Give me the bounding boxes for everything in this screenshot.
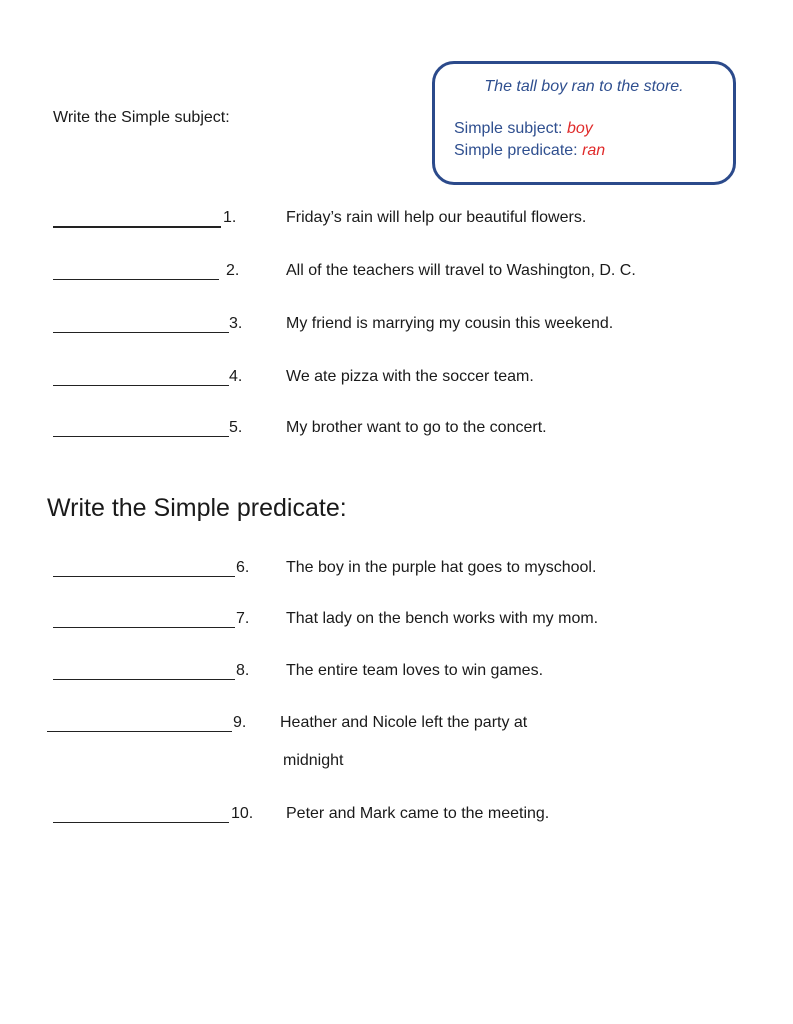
example-box bbox=[432, 61, 736, 185]
question-row bbox=[0, 557, 793, 587]
question-row bbox=[0, 313, 793, 343]
question-text: We ate pizza with the soccer team. bbox=[286, 368, 534, 385]
question-row bbox=[0, 260, 793, 290]
answer-blank[interactable] bbox=[53, 436, 229, 437]
question-text: My friend is marrying my cousin this weekend. bbox=[286, 315, 614, 332]
question-row bbox=[0, 608, 793, 638]
question-text: That lady on the bench works with my mom. bbox=[286, 610, 599, 627]
question-row bbox=[0, 207, 793, 237]
answer-blank[interactable] bbox=[53, 226, 221, 228]
answer-blank[interactable] bbox=[53, 332, 229, 333]
answer-blank[interactable] bbox=[53, 576, 235, 577]
question-row bbox=[0, 417, 793, 447]
question-row bbox=[0, 366, 793, 396]
question-row bbox=[0, 712, 793, 782]
answer-blank[interactable] bbox=[53, 279, 219, 280]
question-text: Friday’s rain will help our beautiful flowers. bbox=[286, 209, 587, 226]
example-predicate-label: Simple predicate: bbox=[454, 142, 578, 159]
example-subject-answer: boy bbox=[566, 120, 593, 137]
question-number: 7. bbox=[236, 610, 250, 627]
question-text: The entire team loves to win games. bbox=[286, 662, 544, 679]
section-predicate-heading: Write the Simple predicate: bbox=[47, 494, 347, 522]
example-predicate-answer: ran bbox=[582, 142, 606, 159]
question-number: 9. bbox=[233, 714, 247, 731]
question-number: 5. bbox=[229, 419, 243, 436]
answer-blank[interactable] bbox=[53, 627, 235, 628]
question-text: The boy in the purple hat goes to myschool. bbox=[286, 559, 597, 576]
answer-blank[interactable] bbox=[47, 731, 232, 732]
answer-blank[interactable] bbox=[53, 679, 235, 680]
question-number: 10. bbox=[231, 805, 254, 822]
question-row bbox=[0, 660, 793, 690]
example-sentence: The tall boy ran to the store. bbox=[484, 78, 684, 95]
question-text-continuation: midnight bbox=[283, 752, 344, 769]
question-row bbox=[0, 803, 793, 833]
example-subject-line bbox=[454, 120, 593, 138]
question-text: Peter and Mark came to the meeting. bbox=[286, 805, 550, 822]
question-number: 8. bbox=[236, 662, 250, 679]
question-number: 1. bbox=[223, 209, 237, 226]
question-text: My brother want to go to the concert. bbox=[286, 419, 547, 436]
question-number: 2. bbox=[226, 262, 240, 279]
question-number: 4. bbox=[229, 368, 243, 385]
question-number: 3. bbox=[229, 315, 243, 332]
example-subject-label: Simple subject: bbox=[454, 120, 563, 137]
question-number: 6. bbox=[236, 559, 250, 576]
question-text: Heather and Nicole left the party at bbox=[280, 714, 528, 731]
question-text: All of the teachers will travel to Washington, D. C. bbox=[286, 262, 636, 279]
example-predicate-line bbox=[454, 142, 605, 160]
answer-blank[interactable] bbox=[53, 385, 229, 386]
answer-blank[interactable] bbox=[53, 822, 229, 823]
section-subject-heading: Write the Simple subject: bbox=[53, 109, 230, 126]
